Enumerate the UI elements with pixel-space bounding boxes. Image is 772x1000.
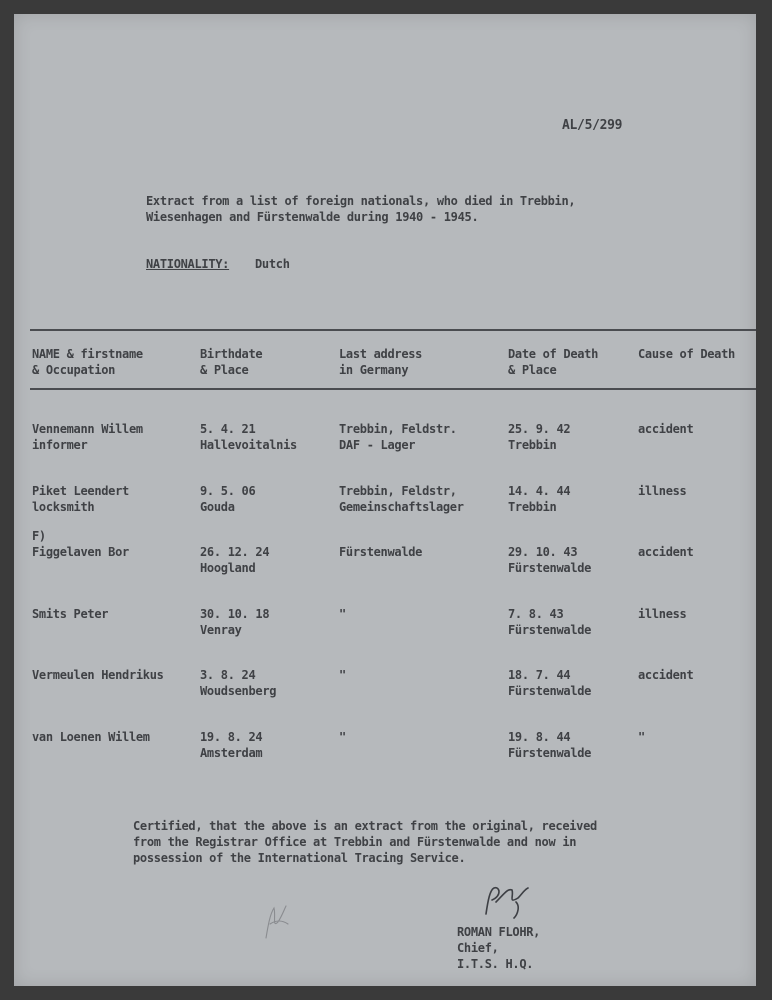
header-name: NAME & firstname & Occupation bbox=[32, 347, 143, 377]
row-4-address: " bbox=[339, 607, 346, 621]
row-6-birth: 19. 8. 24 Amsterdam bbox=[200, 730, 263, 760]
row-2-cause: illness bbox=[638, 484, 687, 498]
row-4-birth: 30. 10. 18 Venray bbox=[200, 607, 270, 637]
row-5-birth: 3. 8. 24 Woudsenberg bbox=[200, 668, 277, 698]
intro-text: Extract from a list of foreign nationals, who died in Trebbin, Wiesenhagen and Fürstenwalde during 1940 - 1945. bbox=[146, 194, 576, 224]
handwritten-signature-icon bbox=[478, 882, 538, 922]
row-3-cause: accident bbox=[638, 545, 694, 559]
header-death: Date of Death & Place bbox=[508, 347, 599, 377]
row-4-name: Smits Peter bbox=[32, 607, 109, 621]
row-4-death: 7. 8. 43 Fürstenwalde bbox=[508, 607, 592, 637]
table-top-rule bbox=[30, 329, 756, 331]
row-1-cause: accident bbox=[638, 422, 694, 436]
signatory-block: ROMAN FLOHR, Chief, I.T.S. H.Q. bbox=[457, 925, 541, 971]
row-2-address: Trebbin, Feldstr, Gemeinschaftslager bbox=[339, 484, 464, 514]
row-6-address: " bbox=[339, 730, 346, 744]
row-3-death: 29. 10. 43 Fürstenwalde bbox=[508, 545, 592, 575]
row-2-name: Piket Leendert locksmith bbox=[32, 484, 129, 514]
row-4-cause: illness bbox=[638, 607, 687, 621]
row-1-birth: 5. 4. 21 Hallevoitalnis bbox=[200, 422, 297, 452]
header-birth: Birthdate & Place bbox=[200, 347, 263, 377]
row-2-birth: 9. 5. 06 Gouda bbox=[200, 484, 256, 514]
header-address: Last address in Germany bbox=[339, 347, 423, 377]
row-1-death: 25. 9. 42 Trebbin bbox=[508, 422, 571, 452]
row-5-cause: accident bbox=[638, 668, 694, 682]
row-5-name: Vermeulen Hendrikus bbox=[32, 668, 164, 682]
pencil-initials-icon bbox=[260, 898, 292, 942]
row-5-death: 18. 7. 44 Fürstenwalde bbox=[508, 668, 592, 698]
row-5-address: " bbox=[339, 668, 346, 682]
row-1-name: Vennemann Willem informer bbox=[32, 422, 143, 452]
row-6-name: van Loenen Willem bbox=[32, 730, 150, 744]
row-3-name: Figgelaven Bor bbox=[32, 545, 129, 559]
row-3-birth: 26. 12. 24 Hoogland bbox=[200, 545, 270, 575]
table-header-rule bbox=[30, 388, 756, 390]
row-3-address: Fürstenwalde bbox=[339, 545, 423, 559]
header-cause: Cause of Death bbox=[638, 347, 735, 361]
row-3-note: F) bbox=[32, 529, 46, 543]
reference-number: AL/5/299 bbox=[562, 118, 623, 133]
document-page bbox=[14, 14, 756, 986]
row-6-cause: " bbox=[638, 730, 645, 744]
nationality-label: NATIONALITY: bbox=[146, 257, 230, 271]
row-1-address: Trebbin, Feldstr. DAF - Lager bbox=[339, 422, 457, 452]
row-2-death: 14. 4. 44 Trebbin bbox=[508, 484, 571, 514]
nationality-value: Dutch bbox=[255, 257, 290, 271]
row-6-death: 19. 8. 44 Fürstenwalde bbox=[508, 730, 592, 760]
certification-text: Certified, that the above is an extract from the original, received from the Registrar Office at Trebbin and Fürstenwalde and now in possession of the International Tracing Service. bbox=[133, 819, 597, 865]
